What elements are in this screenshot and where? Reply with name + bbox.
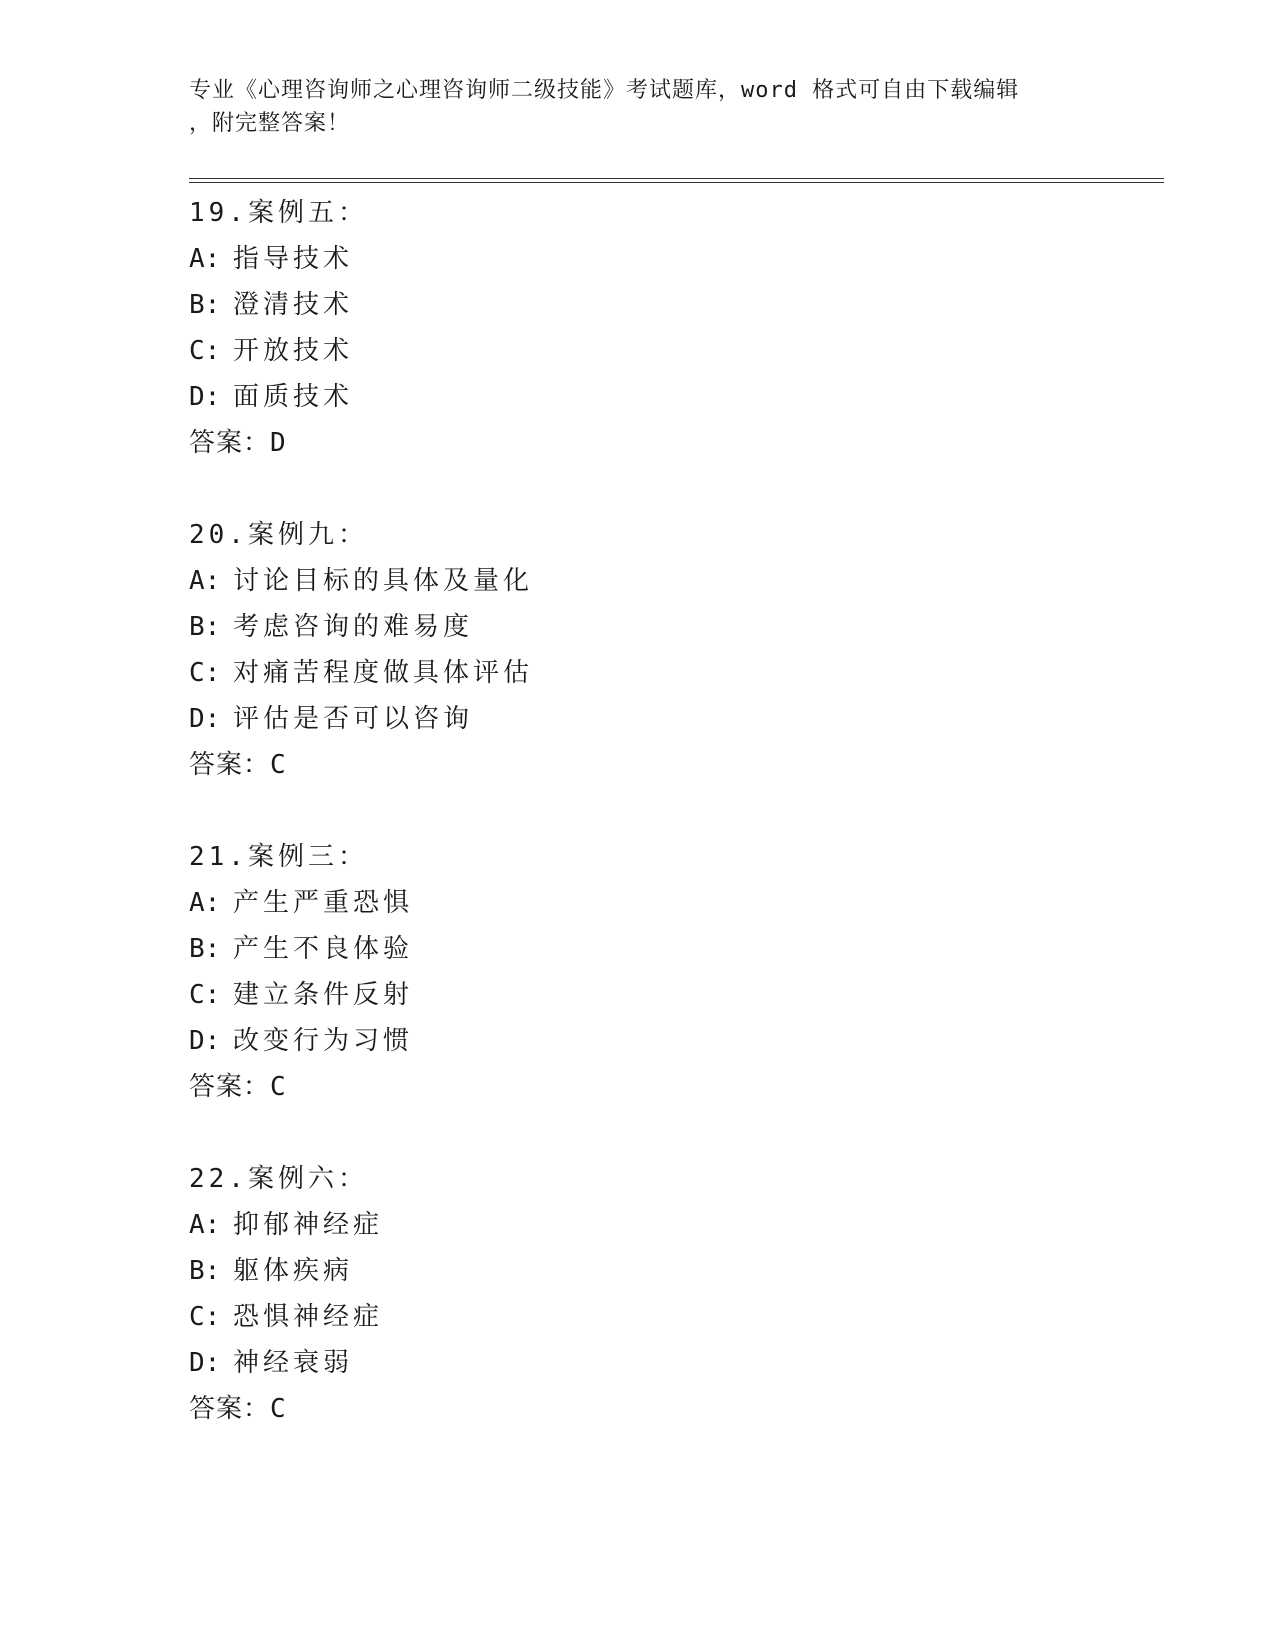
option-d: [189, 1340, 1164, 1386]
question-22: [189, 1156, 1164, 1432]
answer-line: 答案：C: [189, 1072, 287, 1102]
option-d: [189, 696, 1164, 742]
option-text: 考虑咨询的难易度: [233, 612, 474, 642]
option-text: 产生严重恐惧: [233, 888, 414, 918]
option-letter: B:: [189, 612, 221, 642]
option-a: [189, 558, 1164, 604]
question-stem: 20.案例九：: [189, 520, 368, 550]
option-text: 澄清技术: [233, 290, 354, 320]
option-text: 指导技术: [233, 244, 354, 274]
option-text: 开放技术: [233, 336, 354, 366]
question-stem: 21.案例三：: [189, 842, 368, 872]
question-19: [189, 190, 1164, 466]
option-letter: A:: [189, 566, 221, 596]
option-text: 产生不良体验: [233, 934, 414, 964]
option-letter: C:: [189, 1302, 221, 1332]
option-letter: B:: [189, 934, 221, 964]
question-20: [189, 512, 1164, 788]
option-b: [189, 604, 1164, 650]
option-letter: D:: [189, 1348, 221, 1378]
question-stem: 22.案例六：: [189, 1164, 368, 1194]
option-d: [189, 1018, 1164, 1064]
option-letter: C:: [189, 658, 221, 688]
option-letter: D:: [189, 1026, 221, 1056]
option-letter: A:: [189, 1210, 221, 1240]
option-text: 评估是否可以咨询: [233, 704, 474, 734]
option-a: [189, 1202, 1164, 1248]
option-c: [189, 650, 1164, 696]
option-letter: C:: [189, 980, 221, 1010]
option-letter: A:: [189, 244, 221, 274]
question-list: [189, 190, 1164, 1478]
option-text: 建立条件反射: [233, 980, 414, 1010]
option-text: 恐惧神经症: [233, 1302, 384, 1332]
option-b: [189, 926, 1164, 972]
header-divider: [189, 178, 1164, 183]
option-c: [189, 328, 1164, 374]
answer-line: 答案：D: [189, 428, 287, 458]
option-text: 讨论目标的具体及量化: [233, 566, 534, 596]
question-stem: 19.案例五：: [189, 198, 368, 228]
option-a: [189, 880, 1164, 926]
option-c: [189, 972, 1164, 1018]
option-text: 躯体疾病: [233, 1256, 354, 1286]
option-text: 抑郁神经症: [233, 1210, 384, 1240]
option-b: [189, 1248, 1164, 1294]
answer-line: 答案：C: [189, 1394, 287, 1424]
option-letter: D:: [189, 382, 221, 412]
option-a: [189, 236, 1164, 282]
option-letter: D:: [189, 704, 221, 734]
option-letter: A:: [189, 888, 221, 918]
question-21: [189, 834, 1164, 1110]
option-text: 改变行为习惯: [233, 1026, 414, 1056]
option-text: 对痛苦程度做具体评估: [233, 658, 534, 688]
option-letter: B:: [189, 290, 221, 320]
answer-line: 答案：C: [189, 750, 287, 780]
option-letter: B:: [189, 1256, 221, 1286]
document-header: 专业《心理咨询师之心理咨询师二级技能》考试题库，word 格式可自由下载编辑 ，附完整答案！: [189, 78, 1020, 136]
option-d: [189, 374, 1164, 420]
option-c: [189, 1294, 1164, 1340]
option-text: 神经衰弱: [233, 1348, 354, 1378]
option-b: [189, 282, 1164, 328]
option-letter: C:: [189, 336, 221, 366]
option-text: 面质技术: [233, 382, 354, 412]
